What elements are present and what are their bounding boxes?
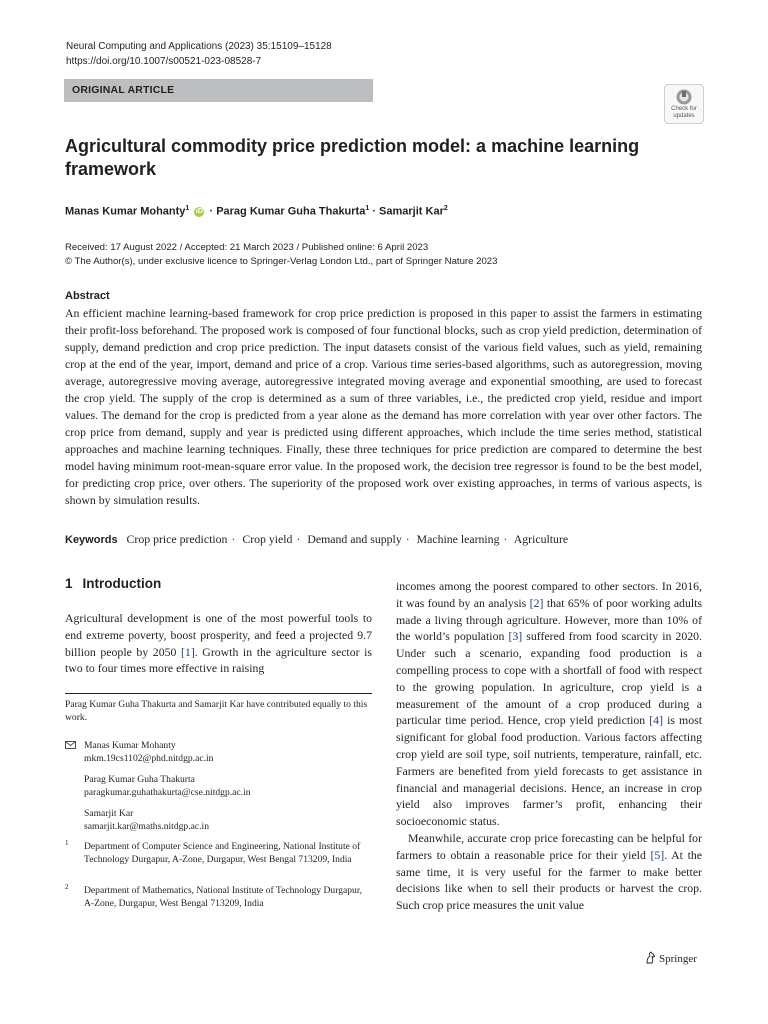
author-separator: · (209, 205, 214, 218)
body-text: . At the same time, it is very useful for the farmer to make better decisions like when to sell their products or harvest the crop. Such crop price measures the unit value (396, 847, 702, 913)
keyword: Agriculture (513, 532, 569, 546)
check-for-updates-button[interactable] (664, 84, 704, 124)
citation-link[interactable]: [3] (508, 629, 523, 644)
affiliation-number: 2 (65, 883, 69, 891)
intro-paragraph (396, 830, 702, 914)
article-type-label: ORIGINAL ARTICLE (72, 84, 175, 96)
author-name[interactable]: Parag Kumar Guha Thakurta (216, 205, 366, 218)
doi-link[interactable]: https://doi.org/10.1007/s00521-023-08528-7 (66, 56, 262, 67)
author-list (65, 205, 448, 218)
author-name[interactable]: Manas Kumar Mohanty (65, 205, 186, 218)
publisher-name: Springer (659, 953, 697, 965)
publisher-logo (645, 951, 697, 965)
author-name[interactable]: Samarjit Kar (379, 205, 444, 218)
springer-horse-icon (645, 951, 656, 964)
contribution-footnote: Parag Kumar Guha Thakurta and Samarjit Kar have contributed equally to this work. (65, 699, 368, 723)
contact-entry (84, 740, 213, 765)
intro-paragraph-left (65, 610, 372, 677)
contact-email[interactable]: mkm.19cs1102@phd.nitdgp.ac.in (84, 752, 214, 764)
keyword-separator: · (405, 532, 410, 546)
citation-link[interactable]: [4] (649, 713, 664, 728)
citation-link[interactable]: [2] (529, 595, 544, 610)
contact-email[interactable]: paragkumar.guhathakurta@cse.nitdgp.ac.in (84, 786, 251, 798)
check-updates-label: Check for updates (671, 106, 697, 119)
section-heading (65, 576, 161, 591)
article-title: Agricultural commodity price prediction model: a machine learning framework (65, 136, 640, 179)
footnote-divider (65, 693, 372, 694)
contact-name: Manas Kumar Mohanty (84, 740, 176, 751)
body-text: that 65% of poor working adults made a living through agriculture. However, more than 10% of the world’s population (396, 595, 702, 644)
intro-paragraph (396, 578, 702, 830)
article-type-banner (64, 79, 373, 102)
affiliation-text: Department of Computer Science and Engineering, National Institute of Technology Durgapur, A-Zone, Durgapur, West Bengal 713209, India (84, 841, 361, 865)
keywords-line (65, 532, 705, 547)
orcid-icon[interactable]: iD (195, 207, 203, 215)
body-text: incomes among the poorest compared to other sectors. In 2016, it was found by an analysis (396, 579, 702, 610)
citation-link[interactable]: [1] (181, 644, 195, 659)
keyword-separator: · (231, 532, 236, 546)
section-title: Introduction (82, 576, 162, 591)
keyword: Machine learning (416, 532, 500, 546)
intro-column-right (396, 578, 702, 914)
keywords-heading: Keywords (65, 534, 118, 546)
publication-dates: Received: 17 August 2022 / Accepted: 21 March 2023 / Published online: 6 April 2023 (65, 242, 429, 253)
body-text: . Growth in the agriculture sector is two to four times more effective in raising (65, 644, 372, 676)
check-updates-icon (676, 89, 692, 105)
keyword-separator: · (296, 532, 301, 546)
contact-email[interactable]: samarjit.kar@maths.nitdgp.ac.in (84, 820, 209, 832)
body-text: suffered from food scarcity in 2020. Under such a scenario, expanding food production is a compelling process to cope with a shortfall of food with respect to the growing population. In agriculture, crop yield is a measurement of the amount of a crop produced during a particular time period. Hence, crop yield prediction (396, 629, 702, 728)
abstract-heading: Abstract (65, 290, 110, 302)
keyword-separator: · (503, 532, 508, 546)
body-text: Agricultural development is one of the most powerful tools to end extreme poverty, boost prosperity, and feed a projected 9.7 billion people by 2050 (65, 611, 372, 659)
affiliation-text: Department of Mathematics, National Institute of Technology Durgapur, A-Zone, Durgapur, West Bengal 713209, India (84, 885, 363, 909)
envelope-icon (65, 741, 76, 749)
contact-entry (84, 808, 209, 833)
keyword: Demand and supply (307, 532, 402, 546)
copyright-notice: © The Author(s), under exclusive licence to Springer-Verlag London Ltd., part of Springer Nature 2023 (65, 256, 498, 267)
abstract-text: An efficient machine learning-based framework for crop price prediction is proposed in this paper to assist the farmers in estimating their profit-loss beforehand. The proposed work is composed of four functional blocks, such as crop yield prediction, determination of supply, demand prediction and crop price prediction. The input datasets consist of the various field values, such as yield, remaining crop at the end of the year, import, demand and price of a crop. Various time series-based algorithms, such as autoregression, moving average, autoregressive moving average, autoregressive integrated moving average and exponential smoothing, are used to forecast the crop yield. The supply of the crop is determined as a sum of three variables, i.e., the predicted crop yield, residue and import values. The demand for the crop is predicted from a year alone as the demand has more correlation with year over other factors. The crop price from demand, supply and year is predicted using different approaches, which include the time series method, statistical approaches and machine learning techniques. Finally, these three techniques for price prediction are compared to determine the best model having minimum root-mean-square error value. In the proposed work, the decision tree regressor is found to be the best model, for predicting crop price, over others. The superiority of the proposed work over existing approaches, in terms of various aspects, is shown by simulation results. (65, 306, 702, 507)
contact-entry (84, 774, 251, 799)
author-affiliation-mark: 1 (365, 205, 370, 212)
author-affiliation-mark: 2 (443, 205, 448, 212)
section-number: 1 (65, 576, 73, 591)
contact-name: Samarjit Kar (84, 808, 134, 819)
contact-name: Parag Kumar Guha Thakurta (84, 774, 195, 785)
affiliation-number: 1 (65, 839, 69, 847)
keyword: Crop yield (242, 532, 293, 546)
body-text: is most significant for global food production. Various factors affecting crop yield are soil type, soil nutrients, temperature, rainfall, etc. Farmers are benefited from yield forecasts to get assistance in financial and managerial decisions. Hence, an increase in crop yield also improves farmer’s profit, enhancing their socioeconomic status. (396, 713, 702, 829)
citation-link[interactable]: [5] (650, 847, 665, 862)
journal-citation: Neural Computing and Applications (2023) 35:15109–15128 (66, 41, 332, 52)
keyword: Crop price prediction (126, 532, 228, 546)
author-affiliation-mark: 1 (185, 205, 190, 212)
author-separator: · (372, 205, 376, 218)
body-text: Meanwhile, accurate crop price forecasting can be helpful for farmers to obtain a reasonable price for their yield (396, 830, 702, 862)
